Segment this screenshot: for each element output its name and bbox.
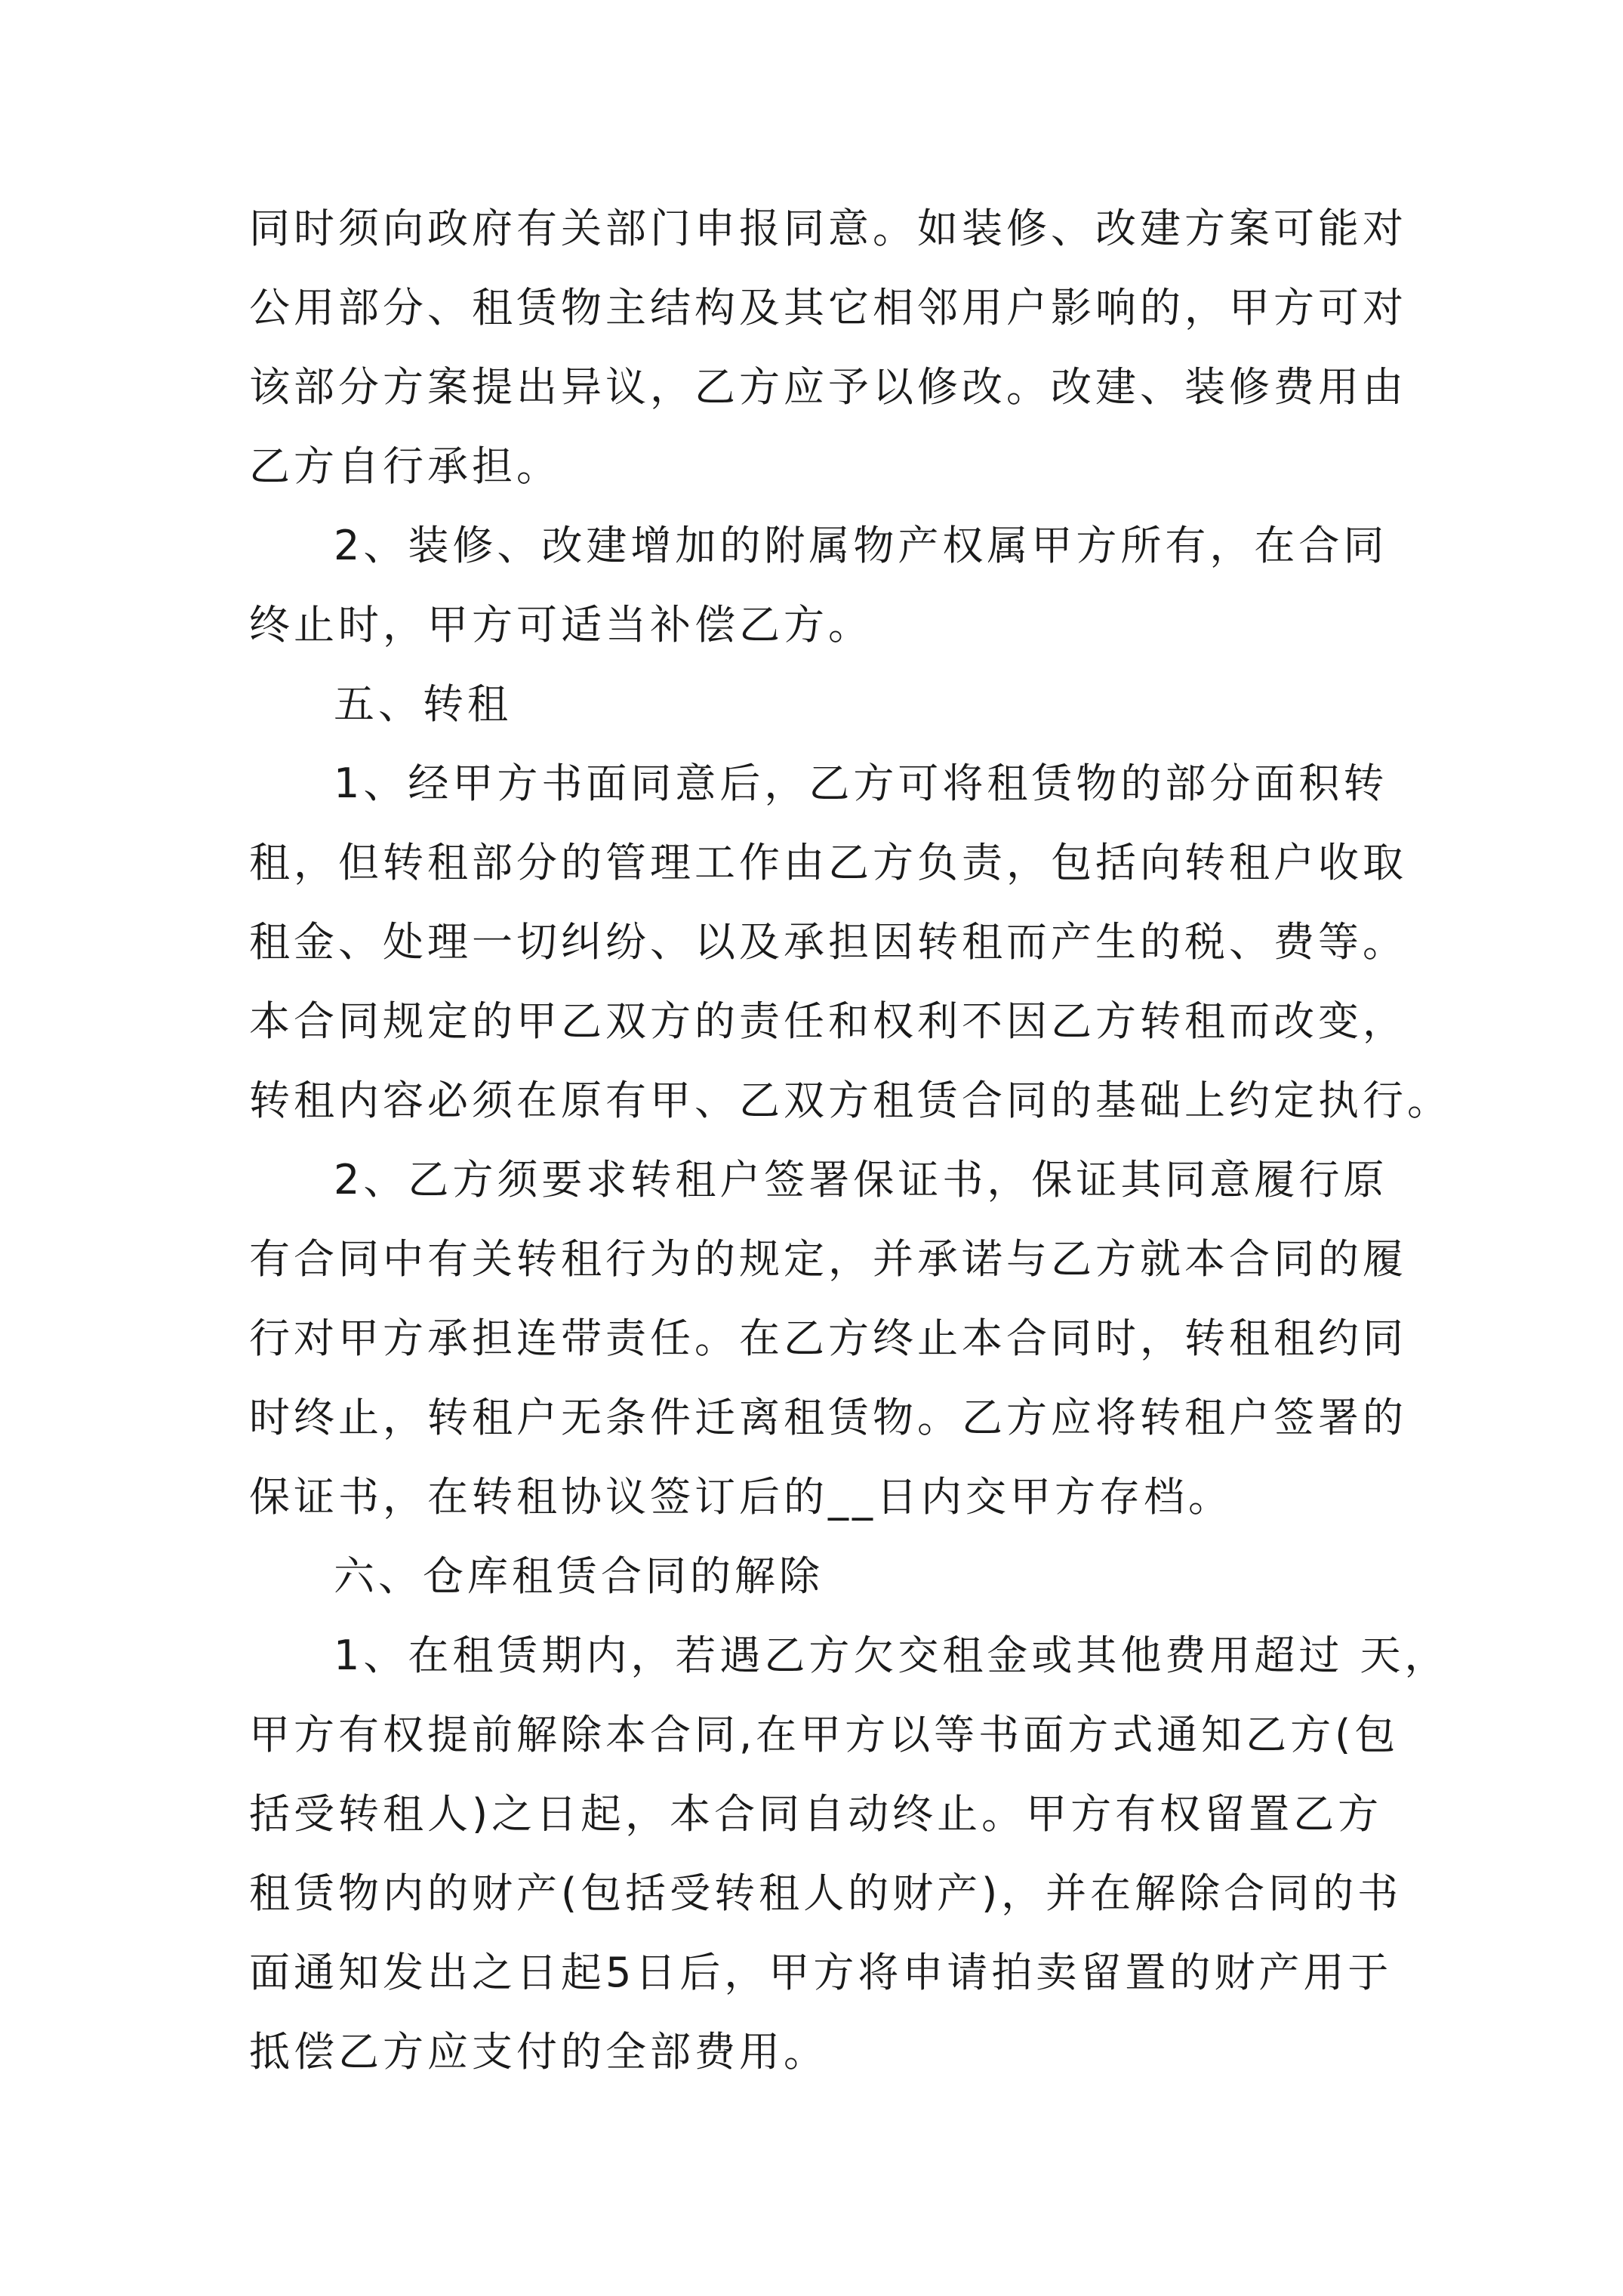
section-heading: 五、转租 [334, 680, 512, 728]
text-line: 租赁物内的财产(包括受转租人的财产)，并在解除合同的书 [249, 1869, 1403, 1917]
text-line: 乙方自行承担。 [249, 442, 561, 490]
document-body [249, 189, 1452, 2091]
text-line: 终止时，甲方可适当补偿乙方。 [249, 601, 873, 649]
text-line: 时终止，转租户无条件迁离租赁物。乙方应将转租户签署的 [249, 1394, 1407, 1441]
text-line: 甲方有权提前解除本合同,在甲方以等书面方式通知乙方(包 [249, 1711, 1400, 1758]
text-line: 本合同规定的甲乙双方的责任和权利不因乙方转租而改变， [249, 997, 1407, 1045]
text-line: 保证书，在转租协议签订后的__日内交甲方存档。 [249, 1473, 1233, 1521]
text-line: 括受转租人)之日起，本合同自动终止。甲方有权留置乙方 [249, 1790, 1383, 1838]
text-line: 1、在租赁期内，若遇乙方欠交租金或其他费用超过 天， [334, 1632, 1449, 1679]
text-line: 租，但转租部分的管理工作由乙方负责，包括向转租户收取 [249, 839, 1407, 886]
text-line: 面通知发出之日起5日后，甲方将申请拍卖留置的财产用于 [249, 1949, 1393, 1996]
text-line: 抵偿乙方应支付的全部费用。 [249, 2028, 828, 2076]
text-line: 2、乙方须要求转租户签署保证书，保证其同意履行原 [334, 1156, 1388, 1203]
text-line: 同时须向政府有关部门申报同意。如装修、改建方案可能对 [249, 205, 1407, 252]
text-line: 转租内容必须在原有甲、乙双方租赁合同的基础上约定执行。 [249, 1077, 1452, 1124]
text-line: 公用部分、租赁物主结构及其它相邻用户影响的，甲方可对 [249, 284, 1407, 331]
text-line: 租金、处理一切纠纷、以及承担因转租而产生的税、费等。 [249, 918, 1407, 966]
text-line: 该部分方案提出异议，乙方应予以修改。改建、装修费用由 [249, 363, 1407, 411]
text-line: 有合同中有关转租行为的规定，并承诺与乙方就本合同的履 [249, 1235, 1407, 1283]
text-line: 2、装修、改建增加的附属物产权属甲方所有，在合同 [334, 522, 1388, 569]
section-heading: 六、仓库租赁合同的解除 [334, 1552, 824, 1600]
text-line: 1、经甲方书面同意后，乙方可将租赁物的部分面积转 [334, 760, 1388, 807]
text-line: 行对甲方承担连带责任。在乙方终止本合同时，转租租约同 [249, 1314, 1407, 1362]
